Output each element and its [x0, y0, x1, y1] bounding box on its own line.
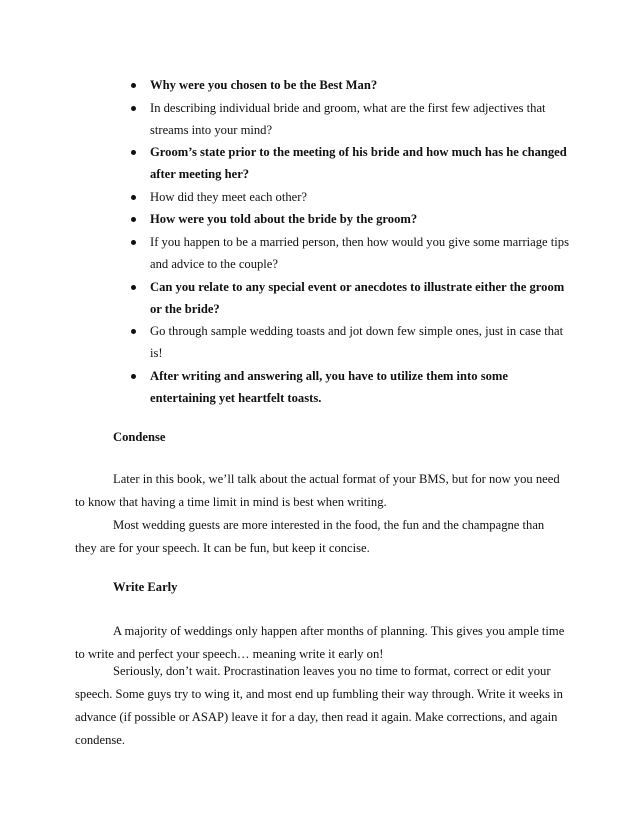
bullet-icon	[131, 150, 136, 155]
list-item-text: How were you told about the bride by the groom?	[150, 212, 418, 227]
list-item-text: After writing and answering all, you have to utilize them into some entertaining yet heartfelt toasts.	[150, 368, 508, 405]
list-item	[150, 141, 570, 185]
list-item	[150, 276, 570, 320]
list-item	[150, 74, 570, 96]
bullet-icon	[131, 83, 136, 88]
list-item-text: How did they meet each other?	[150, 189, 308, 204]
paragraph: A majority of weddings only happen after months of planning. This gives you ample time to write and perfect your speech… meaning write it early on!	[75, 624, 565, 661]
paragraph: Seriously, don’t wait. Procrastination leaves you no time to format, correct or edit your speech. Some guys try to wing it, and most end up fumbling their way through. Write it weeks in advance (if possible or ASAP) leave it for a day, then read it again. Make corrections, and again condense.	[75, 664, 563, 747]
list-item-text: In describing individual bride and groom, what are the first few adjectives that streams into your mind?	[150, 100, 546, 137]
list-item-text: Groom’s state prior to the meeting of his bride and how much has he changed after meeting her?	[150, 145, 567, 182]
bullet-icon	[131, 329, 136, 334]
bullet-icon	[131, 374, 136, 379]
bullet-icon	[131, 285, 136, 290]
list-item	[150, 97, 570, 141]
list-item	[150, 231, 570, 275]
question-list	[150, 74, 570, 409]
bullet-icon	[131, 217, 136, 222]
list-item	[150, 208, 570, 230]
list-item	[150, 186, 570, 208]
bullet-icon	[131, 106, 136, 111]
list-item-text: Go through sample wedding toasts and jot down few simple ones, just in case that is!	[150, 324, 564, 361]
bullet-icon	[131, 195, 136, 200]
paragraph: Later in this book, we’ll talk about the actual format of your BMS, but for now you need to know that having a time limit in mind is best when writing.	[75, 472, 560, 509]
list-item-text: Can you relate to any special event or anecdotes to illustrate either the groom or the bride?	[150, 279, 565, 316]
list-item-text: If you happen to be a married person, then how would you give some marriage tips and advice to the couple?	[150, 234, 569, 271]
section-heading-write-early: Write Early	[113, 580, 178, 594]
list-item	[150, 320, 570, 364]
paragraph: Most wedding guests are more interested in the food, the fun and the champagne than they are for your speech. It can be fun, but keep it concise.	[75, 518, 545, 555]
list-item-text: Why were you chosen to be the Best Man?	[150, 78, 378, 92]
bullet-icon	[131, 240, 136, 245]
section-heading-condense: Condense	[113, 430, 166, 444]
list-item	[150, 365, 570, 409]
